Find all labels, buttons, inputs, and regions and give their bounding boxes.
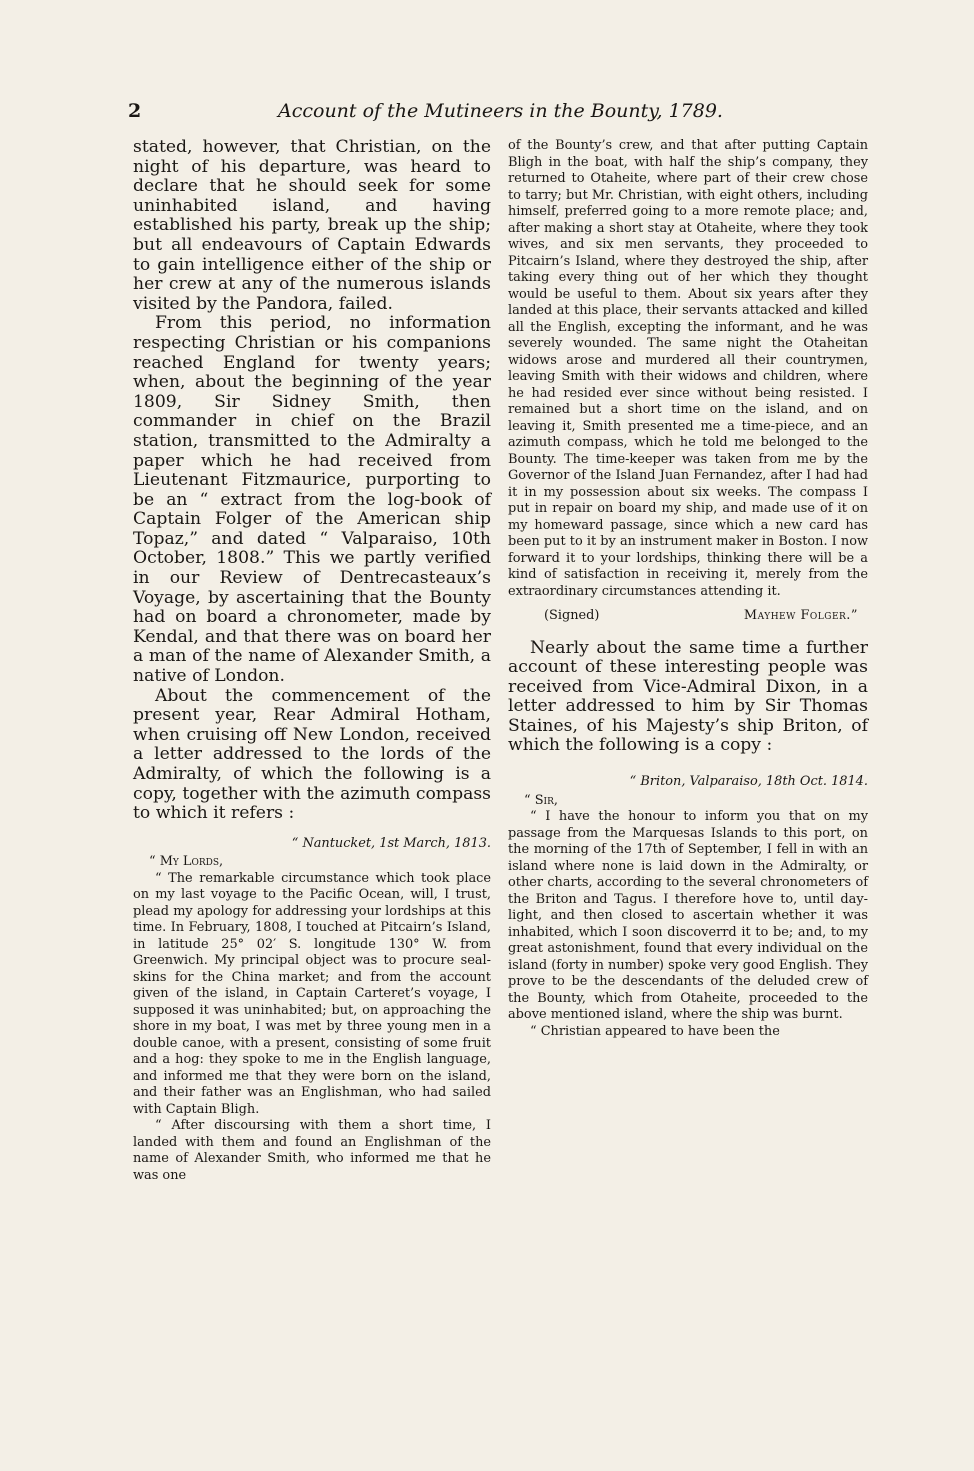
paragraph-hotham-letter: About the commencement of the present year, Rear Admiral Hotham, when cruising off New London, received a letter addressed to the lords of the Admiralty, of which the following is a copy, together with the azimuth compass to which it refers :: [133, 685, 491, 824]
letter-salutation: “ My Lords,: [149, 854, 224, 870]
letter-paragraph: “ I have the honour to inform you that on my passage from the Marquesas Islands to this port, on the morning of the 17th of September, I fell in with an island where none is laid down in the Admiralty, or other charts, according to the several chronometers of the Briton and Tagus. I therefore hove to, until day-light, and then closed to ascertain whether it was inhabited, which I soon discoverrd it to be; and, to my great astonishment, found that every individual on the island (forty in number) spoke very good English. They prove to be the descendants of the deluded crew of the Bounty, which from Otaheite, proceeded to the above mentioned island, where the ship was burnt.: [508, 809, 868, 1023]
running-title: Account of the Mutineers in the Bounty, 1789.: [278, 100, 723, 122]
signatory-name: Mayhew Folger.”: [743, 608, 858, 623]
letter-paragraph: “ Christian appeared to have been the: [530, 1023, 780, 1039]
page-number: 2: [128, 100, 142, 122]
letter-signature: [508, 608, 868, 625]
letter-dateline: “ Nantucket, 1st March, 1813.: [291, 835, 491, 851]
left-column: [133, 138, 491, 1184]
paragraph-folger-report: From this period, no information respecting Christian or his companions reached England for twenty years; when, about the beginning of the year 1809, Sir Sidney Smith, then commander in chief on the Brazil station, transmitted to the Admiralty a paper which he had received from Lieutenant Fitzmaurice, purporting to be an “ extract from the log-book of Captain Folger of the American ship Topaz,” and dated “ Valparaiso, 10th October, 1808.” This we partly verified in our Review of Dentrecasteaux’s Voyage, by ascertaining that the Bounty had on board a chronometer, made by Kendal, and that there was on board her a man of the name of Alexander Smith, a native of London.: [133, 313, 491, 687]
letter-dateline: “ Briton, Valparaiso, 18th Oct. 1814.: [629, 774, 868, 790]
letter-paragraph: “ The remarkable circumstance which took place on my last voyage to the Pacific Ocean, will, I trust, plead my apology for addressing your lordships at this time. In February, 1808, I touched at Pitcairn’s Island, in latitude 25° 02′ S. longitude 130° W. from Greenwich. My principal object was to procure seal-skins for the China market; and from the account given of the island, in Captain Carteret’s voyage, I supposed it was uninhabited; but, on approaching the shore in my boat, I was met by three young men in a double canoe, with a present, consisting of some fruit and a hog: they spoke to me in the English language, and informed me that they were born on the island, and their father was an Englishman, who had sailed with Captain Bligh.: [133, 870, 491, 1117]
letter-paragraph: “ After discoursing with them a short time, I landed with them and found an Englishman of the name of Alexander Smith, who informed me that he was one: [133, 1118, 491, 1183]
running-header: [128, 100, 868, 134]
paragraph-staines-letter: Nearly about the same time a further account of these interesting people was received from Vice-Admiral Dixon, in a letter addressed to him by Sir Thomas Staines, of his Majesty’s ship Briton, of which the following is a copy :: [508, 637, 868, 756]
letter-salutation: “ Sir,: [524, 792, 558, 808]
letter-continuation: of the Bounty’s crew, and that after putting Captain Bligh in the boat, with half the ship’s company, they returned to Otaheite, where part of their crew chose to tarry; but Mr. Christian, with eight others, including himself, preferred going to a more remote place; and, after making a short stay at Otaheite, where they took wives, and six men servants, they proceeded to Pitcairn’s Island, where they destroyed the ship, after taking every thing out of her which they thought would be useful to them. About six years after they landed at this place, their servants attacked and killed all the English, excepting the informant, and he was severely wounded. The same night the Otaheitan widows arose and murdered all their countrymen, leaving Smith with their widows and children, where he had resided ever since without being resisted. I remained but a short time on the island, and on leaving it, Smith presented me a time-piece, and an azimuth compass, which he told me belonged to the Bounty. The time-keeper was taken from me by the Governor of the Island Juan Fernandez, after I had had it in my possession about six weeks. The compass I put in repair on board my ship, and made use of it on my homeward passage, since which a new card has been put to it by an instrument maker in Boston. I now forward it to your lordships, thinking there will be a kind of satisfaction in receiving it, merely from the extraordinary circumstances attending it.: [508, 138, 868, 599]
right-column: [508, 138, 868, 1040]
paragraph-pandora: stated, however, that Christian, on the night of his departure, was heard to declare that he should seek for some uninhabited island, and having established his party, break up the ship; but all endeavours of Captain Edwards to gain intelligence either of the ship or her crew at any of the numerous islands visited by the Pandora, failed.: [133, 137, 491, 314]
signed-label: (Signed): [544, 608, 600, 623]
